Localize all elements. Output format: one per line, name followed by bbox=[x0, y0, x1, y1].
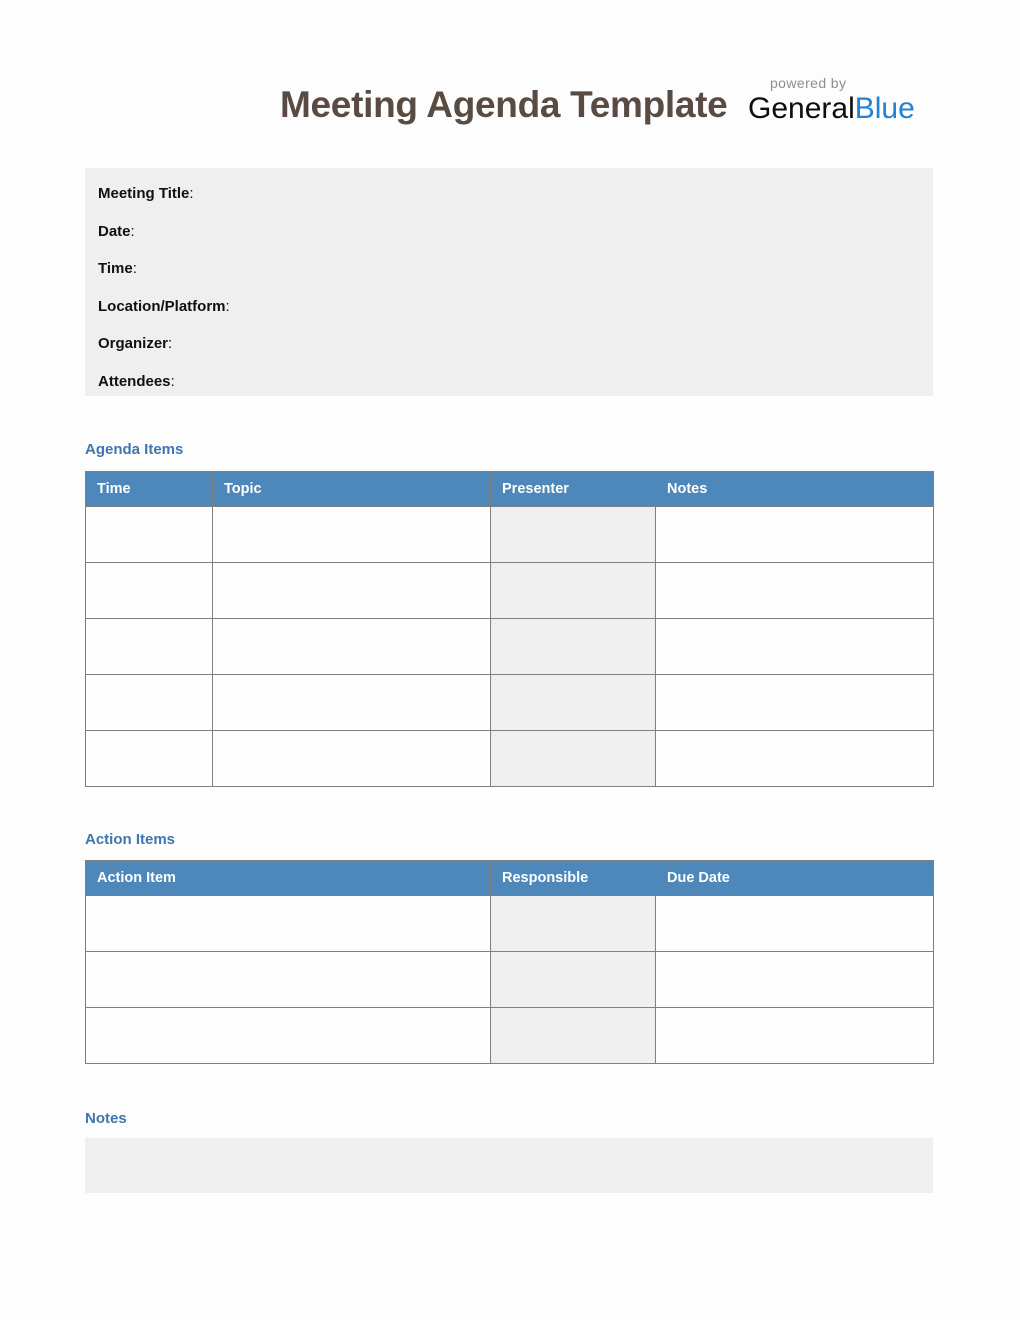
table-cell[interactable] bbox=[86, 675, 213, 731]
table-cell[interactable] bbox=[656, 675, 934, 731]
info-row-colon: : bbox=[189, 185, 194, 202]
table-cell[interactable] bbox=[86, 507, 213, 563]
brand-name-blue: Blue bbox=[854, 92, 915, 125]
table-header-row bbox=[86, 861, 934, 896]
agenda-table-body bbox=[86, 507, 934, 787]
notes-input-area[interactable] bbox=[85, 1138, 933, 1193]
table-cell[interactable] bbox=[656, 896, 934, 952]
page-title: Meeting Agenda Template bbox=[280, 84, 728, 125]
table-cell[interactable] bbox=[491, 952, 656, 1008]
agenda-items-table bbox=[85, 471, 934, 787]
meeting-info-block bbox=[85, 168, 933, 396]
table-row bbox=[86, 507, 934, 563]
info-row-colon: : bbox=[132, 260, 137, 277]
info-row-colon: : bbox=[170, 372, 175, 390]
section-label-notes: Notes bbox=[85, 1110, 127, 1127]
column-header: Topic bbox=[213, 472, 491, 507]
table-cell[interactable] bbox=[491, 619, 656, 675]
table-cell[interactable] bbox=[213, 731, 491, 787]
brand-logo bbox=[748, 74, 933, 126]
info-row-label: Date bbox=[98, 222, 131, 240]
table-row bbox=[86, 896, 934, 952]
table-cell[interactable] bbox=[86, 896, 491, 952]
table-cell[interactable] bbox=[656, 731, 934, 787]
table-cell[interactable] bbox=[656, 952, 934, 1008]
brand-name bbox=[748, 92, 933, 126]
table-cell[interactable] bbox=[86, 619, 213, 675]
table-row bbox=[86, 675, 934, 731]
table-cell[interactable] bbox=[656, 619, 934, 675]
info-row bbox=[98, 182, 933, 220]
info-row bbox=[98, 332, 933, 370]
table-cell[interactable] bbox=[491, 675, 656, 731]
table-row bbox=[86, 952, 934, 1008]
agenda-table-header bbox=[86, 472, 934, 507]
section-label-action-items: Action Items bbox=[85, 831, 176, 848]
info-row-label: Location/Platform bbox=[98, 297, 226, 315]
table-row bbox=[86, 619, 934, 675]
action-items-table bbox=[85, 860, 934, 1064]
brand-name-general: General bbox=[748, 92, 855, 125]
info-row-colon: : bbox=[225, 297, 230, 315]
table-cell[interactable] bbox=[656, 563, 934, 619]
table-cell[interactable] bbox=[86, 1008, 491, 1064]
info-row-label: Attendees bbox=[98, 372, 171, 390]
table-cell[interactable] bbox=[491, 731, 656, 787]
table-cell[interactable] bbox=[86, 731, 213, 787]
column-header: Due Date bbox=[656, 861, 934, 896]
table-cell[interactable] bbox=[213, 675, 491, 731]
info-row bbox=[98, 220, 933, 258]
table-cell[interactable] bbox=[86, 563, 213, 619]
table-header-row bbox=[86, 472, 934, 507]
table-row bbox=[86, 731, 934, 787]
section-label-agenda-items: Agenda Items bbox=[85, 441, 184, 458]
table-cell[interactable] bbox=[213, 563, 491, 619]
table-row bbox=[86, 563, 934, 619]
column-header: Responsible bbox=[491, 861, 656, 896]
info-row-label: Time bbox=[98, 260, 133, 277]
table-cell[interactable] bbox=[656, 1008, 934, 1064]
info-row-label: Meeting Title bbox=[98, 185, 190, 202]
table-cell[interactable] bbox=[491, 896, 656, 952]
info-row bbox=[98, 257, 933, 295]
column-header: Notes bbox=[656, 472, 934, 507]
column-header: Presenter bbox=[491, 472, 656, 507]
table-cell[interactable] bbox=[213, 507, 491, 563]
powered-by-label: powered by bbox=[770, 75, 847, 91]
table-cell[interactable] bbox=[86, 952, 491, 1008]
table-cell[interactable] bbox=[491, 1008, 656, 1064]
action-table-header bbox=[86, 861, 934, 896]
info-row-colon: : bbox=[130, 222, 135, 240]
column-header: Time bbox=[86, 472, 213, 507]
info-row-colon: : bbox=[168, 335, 173, 352]
column-header: Action Item bbox=[86, 861, 491, 896]
action-table-body bbox=[86, 896, 934, 1064]
document-header bbox=[85, 70, 933, 150]
info-row bbox=[98, 295, 933, 333]
info-row-label: Organizer bbox=[98, 335, 169, 352]
info-row bbox=[98, 370, 933, 408]
table-cell[interactable] bbox=[491, 507, 656, 563]
table-cell[interactable] bbox=[491, 563, 656, 619]
table-row bbox=[86, 1008, 934, 1064]
table-cell[interactable] bbox=[213, 619, 491, 675]
table-cell[interactable] bbox=[656, 507, 934, 563]
